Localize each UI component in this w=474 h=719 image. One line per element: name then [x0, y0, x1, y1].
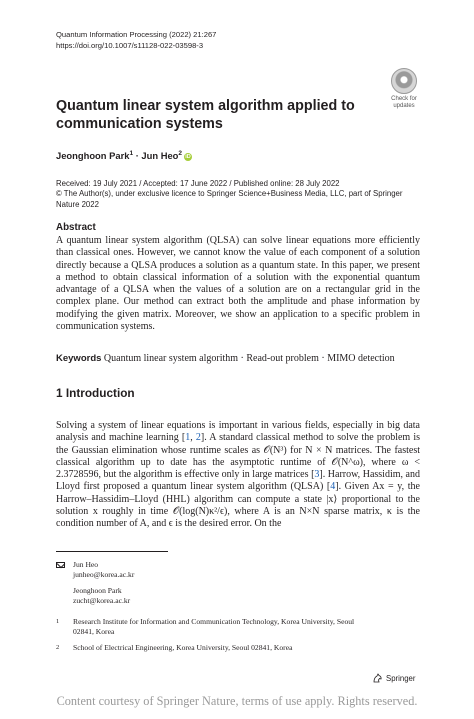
contact-name: Jun Heo	[73, 560, 99, 569]
author-affil-sup: 1	[129, 150, 134, 157]
article-history: Received: 19 July 2021 / Accepted: 17 June 2022 / Published online: 28 July 2022	[56, 179, 340, 188]
envelope-icon	[56, 562, 65, 568]
keywords-text: Quantum linear system algorithm · Read-out problem · MIMO detection	[103, 353, 395, 364]
author-separator: ·	[135, 150, 139, 162]
affiliation	[56, 617, 406, 638]
author-list	[56, 150, 192, 161]
affiliation-text: Research Institute for Information and Communication Technology, Korea University, Seoul	[73, 617, 355, 626]
keywords-label: Keywords	[56, 353, 102, 364]
paper-title: Quantum linear system algorithm applied to communication systems	[56, 98, 355, 132]
affiliation	[56, 643, 406, 653]
orcid-icon[interactable]: iD	[185, 153, 191, 160]
badge-line1: Check for	[391, 96, 417, 102]
affiliation-text: 02841, Korea	[73, 627, 115, 637]
intro-text: ]. A standard classical method to solve the problem is the Gaussian elimination whose runtime scales as 𝒪(N³) for N × N matrices. The fastest classical algorithm up to date has the asymptotic runtime of 𝒪(N^ω), where ω < 2.3728596, but the algorithm is effective only in large matrices [	[56, 432, 421, 481]
abstract-text: A quantum linear system algorithm (QLSA) can solve linear equations more efficiently than classical ones. However, we cannot know the value of each component of a solution directly because a QLSA produces a solution as a quantum state. In this paper, we present a method to obtain classical information of a solution with the exponential quantum advantage of a QLSA when the values of a solution are on a rectangular grid in the complex plane. Our method can extract both the amplitude and phase information by modifying the given matrix. Moreover, we show an application to a specific problem in communication systems.	[56, 235, 420, 333]
footnote-divider	[56, 551, 168, 552]
author-name[interactable]: Jun Heo	[141, 150, 179, 162]
article-dates	[56, 179, 426, 210]
journal-name: Quantum Information Processing (2022) 21:267	[56, 30, 217, 39]
contact-block	[73, 586, 273, 607]
contact-email[interactable]: zucht@korea.ac.kr	[73, 596, 131, 606]
copyright-line: © The Author(s), under exclusive licence to Springer Science+Business Media, LLC, part of Springer Nature 2022	[56, 189, 403, 209]
springer-horse-icon	[372, 673, 383, 683]
abstract-heading: Abstract	[56, 222, 96, 233]
check-updates-icon	[391, 68, 417, 94]
author-affil-sup: 2	[178, 150, 183, 157]
check-for-updates-badge[interactable]	[387, 68, 421, 109]
contact-email[interactable]: junheo@korea.ac.kr	[73, 570, 135, 580]
journal-header	[56, 30, 216, 51]
contact-block	[73, 560, 273, 581]
citation-link[interactable]: 3	[314, 469, 320, 481]
badge-line2: updates	[393, 102, 415, 109]
courtesy-footer: Content courtesy of Springer Nature, terms of use apply. Rights reserved.	[56, 694, 418, 708]
affiliation-text: School of Electrical Engineering, Korea University, Seoul 02841, Korea	[73, 643, 293, 652]
doi-link[interactable]: https://doi.org/10.1007/s11128-022-03598-3	[56, 40, 204, 50]
affiliation-number: 1	[56, 618, 60, 625]
keywords	[56, 353, 424, 364]
citation-link[interactable]: 2	[195, 432, 201, 444]
affiliation-number: 2	[56, 644, 60, 651]
citation-link[interactable]: 4	[330, 481, 336, 493]
publisher-name: Springer	[386, 673, 416, 683]
contact-name: Jeonghoon Park	[73, 586, 122, 595]
intro-text: ]. Given Ax = y, the Harrow–Hassidim–Lloyd (HHL) algorithm can compute a state |x⟩ proportional to the solution x roughly in time 𝒪(log(N)κ²/ϵ), where A is an N×N sparse matrix, κ is the condition number of A, and ϵ is the desired error. On the	[56, 481, 420, 530]
intro-text: ]. Harrow, Hassidim, and Lloyd first proposed a quantum linear system algorithm (QLSA) [	[56, 469, 420, 493]
section-heading: 1 Introduction	[56, 386, 135, 400]
citation-link[interactable]: 1	[185, 432, 191, 444]
publisher-logo	[372, 673, 415, 683]
intro-paragraph	[56, 420, 420, 531]
citation-separator: ,	[190, 432, 196, 444]
author-name[interactable]: Jeonghoon Park	[56, 150, 130, 162]
intro-text: Solving a system of linear equations is important in various fields, especially in big data analysis and machine learning [	[56, 420, 420, 444]
